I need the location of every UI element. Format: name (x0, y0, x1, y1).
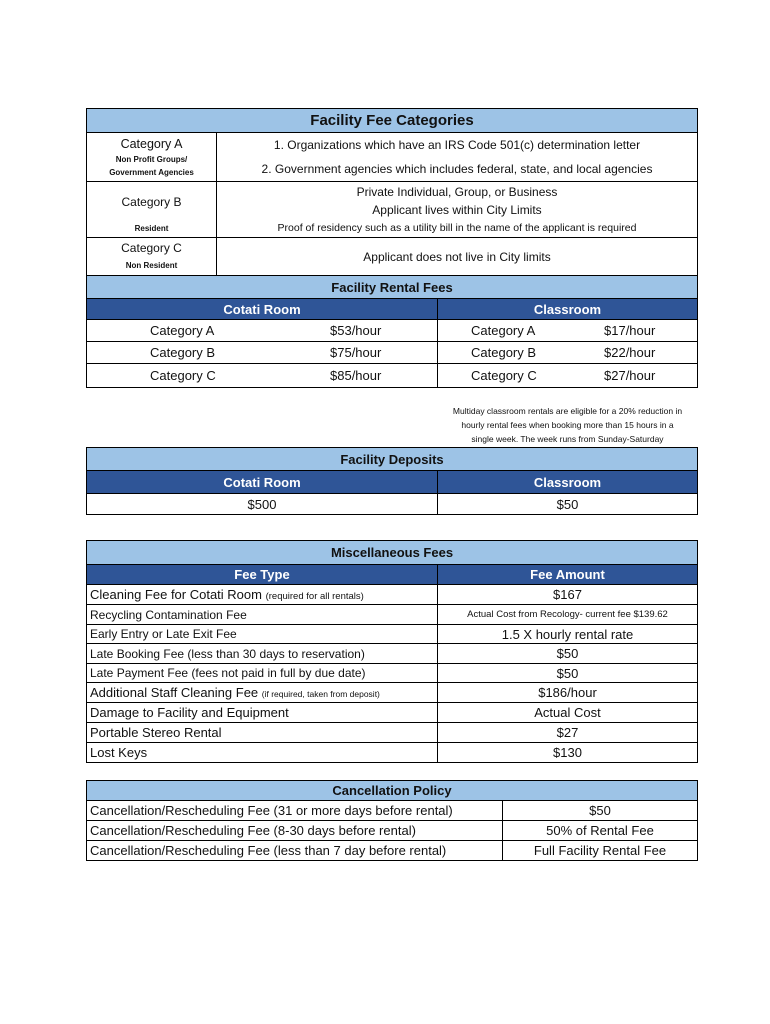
misc-fees-section (86, 540, 698, 763)
rental-cotati-fee: $85/hour (330, 368, 382, 383)
rental-classroom-fee: $22/hour (604, 345, 656, 360)
rental-fees-section (86, 298, 698, 388)
category-a-line1: 1. Organizations which have an IRS Code 501(c) determination letter (273, 138, 641, 152)
multiday-note (437, 404, 698, 446)
cancellation-row (87, 801, 698, 821)
category-a-sub2: Government Agencies (109, 167, 194, 177)
category-c-line1: Applicant does not live in City limits (217, 238, 698, 276)
rental-classroom-category: Category B (471, 345, 537, 360)
rental-cotati-fee: $75/hour (330, 345, 382, 360)
rental-cotati-header: Cotati Room (87, 299, 438, 320)
rental-cotati-category: Category A (150, 323, 215, 338)
cancellation-label: Cancellation/Rescheduling Fee (31 or more days before rental) (87, 801, 503, 821)
misc-row (87, 664, 698, 683)
misc-fee-type: Recycling Contamination Fee (87, 605, 438, 625)
cancellation-row (87, 821, 698, 841)
category-b-line3: Proof of residency such as a utility bill in the name of the applicant is required (277, 221, 637, 234)
misc-fee-type: Cleaning Fee for Cotati Room (90, 587, 262, 602)
misc-fee-type: Early Entry or Late Exit Fee (87, 625, 438, 644)
rental-cotati-fee: $53/hour (330, 323, 382, 338)
category-a-name: Category A (120, 136, 183, 151)
misc-row (87, 703, 698, 723)
misc-row (87, 585, 698, 605)
misc-row (87, 625, 698, 644)
rental-row-a (87, 320, 698, 342)
category-a-row (87, 133, 698, 182)
misc-fee-amount: $186/hour (438, 683, 698, 703)
category-b-line2: Applicant lives within City Limits (372, 202, 542, 217)
misc-row (87, 743, 698, 763)
misc-row (87, 605, 698, 625)
deposits-cotati-header: Cotati Room (87, 471, 438, 494)
rental-classroom-fee: $17/hour (604, 323, 656, 338)
misc-fees-table (86, 540, 698, 763)
fee-categories-section (86, 108, 698, 300)
misc-fee-amount: $130 (438, 743, 698, 763)
misc-fee-amount: $27 (438, 723, 698, 743)
deposits-classroom-header: Classroom (438, 471, 698, 494)
category-b-line1: Private Individual, Group, or Business (356, 184, 558, 199)
misc-type-header: Fee Type (87, 565, 438, 585)
deposits-table (86, 447, 698, 515)
misc-fee-type: Late Booking Fee (less than 30 days to reservation) (87, 644, 438, 664)
misc-amount-header: Fee Amount (438, 565, 698, 585)
rental-cotati-category: Category B (150, 345, 216, 360)
multiday-note-line1: Multiday classroom rentals are eligible for a 20% reduction in (452, 406, 683, 416)
cancellation-value: 50% of Rental Fee (503, 821, 698, 841)
rental-cotati-category: Category C (150, 368, 216, 383)
misc-fee-note: (required for all rentals) (265, 591, 364, 602)
cancellation-value: Full Facility Rental Fee (503, 841, 698, 861)
rental-fees-table (86, 298, 698, 388)
misc-fee-amount: 1.5 X hourly rental rate (438, 625, 698, 644)
category-b-row (87, 182, 698, 238)
misc-fee-amount: Actual Cost from Recology- current fee $139.62 (438, 605, 698, 625)
cancellation-section (86, 780, 698, 861)
category-b-sub: Resident (134, 223, 169, 233)
rental-row-c (87, 364, 698, 388)
misc-fee-amount: $50 (438, 644, 698, 664)
deposits-cotati-value: $500 (87, 494, 438, 515)
misc-fee-amount: $50 (438, 664, 698, 683)
category-c-name: Category C (121, 240, 182, 255)
rental-row-b (87, 342, 698, 364)
rental-classroom-category: Category A (471, 323, 536, 338)
deposits-classroom-value: $50 (438, 494, 698, 515)
cancellation-row (87, 841, 698, 861)
cancellation-value: $50 (503, 801, 698, 821)
cancellation-table (86, 780, 698, 861)
misc-fee-type: Additional Staff Cleaning Fee (90, 685, 259, 700)
category-a-sub1: Non Profit Groups/ (115, 154, 188, 164)
fee-categories-table (86, 108, 698, 300)
misc-row (87, 723, 698, 743)
rental-classroom-category: Category C (471, 368, 537, 383)
deposits-title: Facility Deposits (87, 448, 698, 471)
deposits-section (86, 447, 698, 515)
misc-fee-type: Lost Keys (87, 743, 438, 763)
misc-fee-type: Portable Stereo Rental (87, 723, 438, 743)
misc-fee-type: Damage to Facility and Equipment (87, 703, 438, 723)
misc-fee-type: Late Payment Fee (fees not paid in full by due date) (87, 664, 438, 683)
multiday-note-line3: single week. The week runs from Sunday-Saturday (471, 434, 664, 444)
multiday-note-line2: hourly rental fees when booking more than 15 hours in a (461, 420, 674, 430)
cancellation-label: Cancellation/Rescheduling Fee (8-30 days before rental) (87, 821, 503, 841)
category-c-row (87, 238, 698, 276)
rental-classroom-header: Classroom (438, 299, 698, 320)
misc-row (87, 683, 698, 703)
misc-row (87, 644, 698, 664)
fee-categories-title: Facility Fee Categories (87, 109, 698, 133)
category-a-line2: 2. Government agencies which includes federal, state, and local agencies (261, 162, 653, 176)
category-b-name: Category B (121, 194, 182, 209)
cancellation-label: Cancellation/Rescheduling Fee (less than 7 day before rental) (87, 841, 503, 861)
misc-fee-amount: Actual Cost (438, 703, 698, 723)
cancellation-title: Cancellation Policy (87, 781, 698, 801)
rental-classroom-fee: $27/hour (604, 368, 656, 383)
category-c-sub: Non Resident (125, 260, 178, 270)
misc-fees-title: Miscellaneous Fees (87, 541, 698, 565)
misc-fee-note: (if required, taken from deposit) (261, 689, 380, 699)
rental-fees-title: Facility Rental Fees (87, 276, 698, 300)
misc-fee-amount: $167 (438, 585, 698, 605)
